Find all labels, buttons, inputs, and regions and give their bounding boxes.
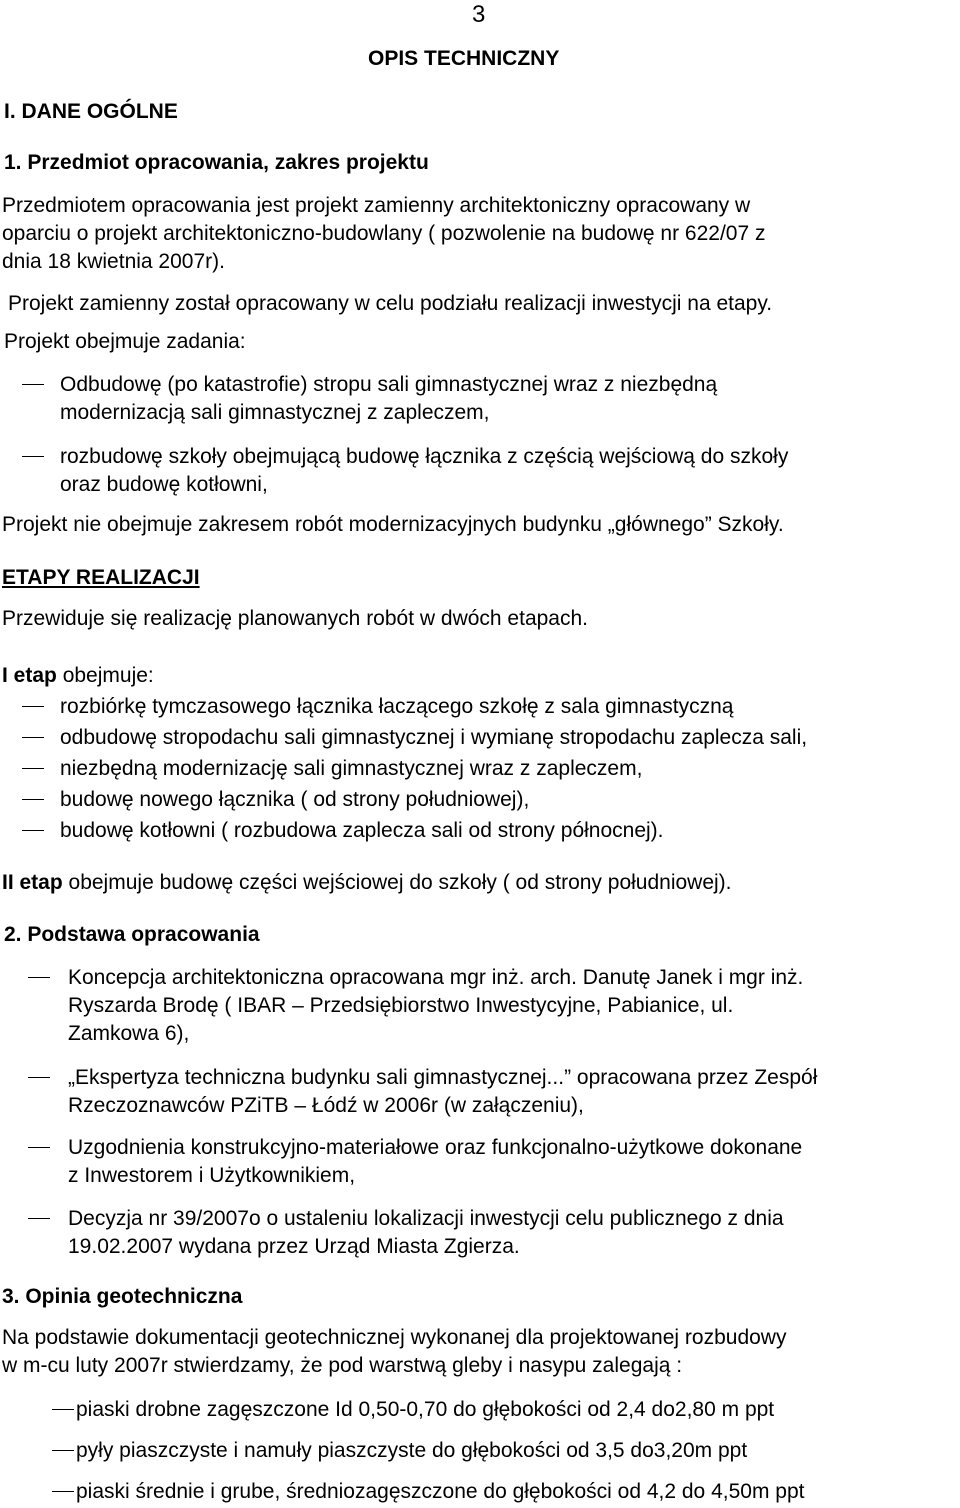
list-item: Decyzja nr 39/2007o o ustaleniu lokalizacji inwestycji celu publicznego z dnia	[68, 1207, 784, 1230]
etap1-line	[2, 663, 154, 689]
dash-bullet	[22, 768, 44, 769]
list-item-continuation: Ryszarda Brodę ( IBAR – Przedsiębiorstwo Inwestycyjne, Pabianice, ul.	[68, 994, 734, 1017]
dash-bullet	[22, 706, 44, 707]
dash-bullet	[52, 1409, 74, 1410]
page-number: 3	[472, 1, 486, 28]
dash-bullet	[22, 384, 44, 385]
etapy-heading: ETAPY REALIZACJI	[2, 566, 200, 589]
list-item: budowę kotłowni ( rozbudowa zaplecza sali od strony północnej).	[60, 819, 664, 842]
list-item: rozbiórkę tymczasowego łącznika łaczącego szkołę z sala gimnastyczną	[60, 695, 734, 718]
etap1-text: obejmuje:	[56, 664, 154, 687]
paragraph-line: oparciu o projekt architektoniczno-budowlany ( pozwolenie na budowę nr 622/07 z	[2, 222, 766, 245]
dash-bullet	[28, 1218, 50, 1219]
section-heading-dane-ogolne: I. DANE OGÓLNE	[4, 100, 178, 123]
paragraph-line: dnia 18 kwietnia 2007r).	[2, 250, 225, 273]
list-item: Odbudowę (po katastrofie) stropu sali gimnastycznej wraz z niezbędną	[60, 373, 718, 396]
list-item-continuation: Rzeczoznawców PZiTB – Łódź w 2006r (w załączeniu),	[68, 1094, 584, 1117]
dash-bullet	[22, 456, 44, 457]
list-item-continuation: oraz budowę kotłowni,	[60, 473, 268, 496]
subsection-heading-1: 1. Przedmiot opracowania, zakres projektu	[4, 151, 429, 174]
list-item: niezbędną modernizację sali gimnastycznej wraz z zapleczem,	[60, 757, 643, 780]
list-item: Uzgodnienia konstrukcyjno-materiałowe oraz funkcjonalno-użytkowe dokonane	[68, 1136, 803, 1159]
paragraph-line: Na podstawie dokumentacji geotechnicznej wykonanej dla projektowanej rozbudowy	[2, 1326, 787, 1349]
dash-bullet	[28, 977, 50, 978]
list-item: „Ekspertyza techniczna budynku sali gimnastycznej...” opracowana przez Zespół	[68, 1066, 818, 1089]
etap1-label: I etap	[2, 664, 57, 687]
etap2-label: II etap	[2, 871, 63, 894]
list-item: odbudowę stropodachu sali gimnastycznej i wymianę stropodachu zaplecza sali,	[60, 726, 808, 749]
list-item: Koncepcja architektoniczna opracowana mgr inż. arch. Danutę Janek i mgr inż.	[68, 966, 804, 989]
list-item: budowę nowego łącznika ( od strony południowej),	[60, 788, 530, 811]
paragraph-line: w m-cu luty 2007r stwierdzamy, że pod warstwą gleby i nasypu zalegają :	[2, 1354, 683, 1377]
paragraph: Projekt zamienny został opracowany w celu podziału realizacji inwestycji na etapy.	[8, 292, 773, 315]
list-item: rozbudowę szkoły obejmującą budowę łącznika z częścią wejściową do szkoły	[60, 445, 789, 468]
document-title: OPIS TECHNICZNY	[368, 47, 560, 70]
paragraph: Projekt obejmuje zadania:	[4, 330, 246, 353]
paragraph-line: Przedmiotem opracowania jest projekt zamienny architektoniczny opracowany w	[2, 194, 751, 217]
list-item-continuation: 19.02.2007 wydana przez Urząd Miasta Zgierza.	[68, 1235, 520, 1258]
dash-bullet	[28, 1147, 50, 1148]
subsection-heading-3: 3. Opinia geotechniczna	[2, 1285, 243, 1308]
dash-bullet	[28, 1077, 50, 1078]
list-item-continuation: modernizacją sali gimnastycznej z zapleczem,	[60, 401, 490, 424]
paragraph: Projekt nie obejmuje zakresem robót modernizacyjnych budynku „głównego” Szkoły.	[2, 513, 784, 536]
dash-bullet	[22, 737, 44, 738]
dash-bullet	[52, 1491, 74, 1492]
paragraph: Przewiduje się realizację planowanych robót w dwóch etapach.	[2, 607, 588, 630]
list-item-continuation: Zamkowa 6),	[68, 1022, 190, 1045]
list-item-continuation: z Inwestorem i Użytkownikiem,	[68, 1164, 356, 1187]
subsection-heading-2: 2. Podstawa opracowania	[4, 923, 260, 946]
dash-bullet	[52, 1450, 74, 1451]
dash-bullet	[22, 799, 44, 800]
etap2-text: obejmuje budowę części wejściowej do szkoły ( od strony południowej).	[62, 871, 732, 894]
etap2-line	[2, 870, 732, 896]
dash-bullet	[22, 830, 44, 831]
list-item: piaski drobne zagęszczone Id 0,50-0,70 do głębokości od 2,4 do2,80 m ppt	[76, 1398, 775, 1421]
list-item: pyły piaszczyste i namuły piaszczyste do głębokości od 3,5 do3,20m ppt	[76, 1439, 748, 1462]
list-item: piaski średnie i grube, średniozagęszczone do głębokości od 4,2 do 4,50m ppt	[76, 1480, 805, 1503]
